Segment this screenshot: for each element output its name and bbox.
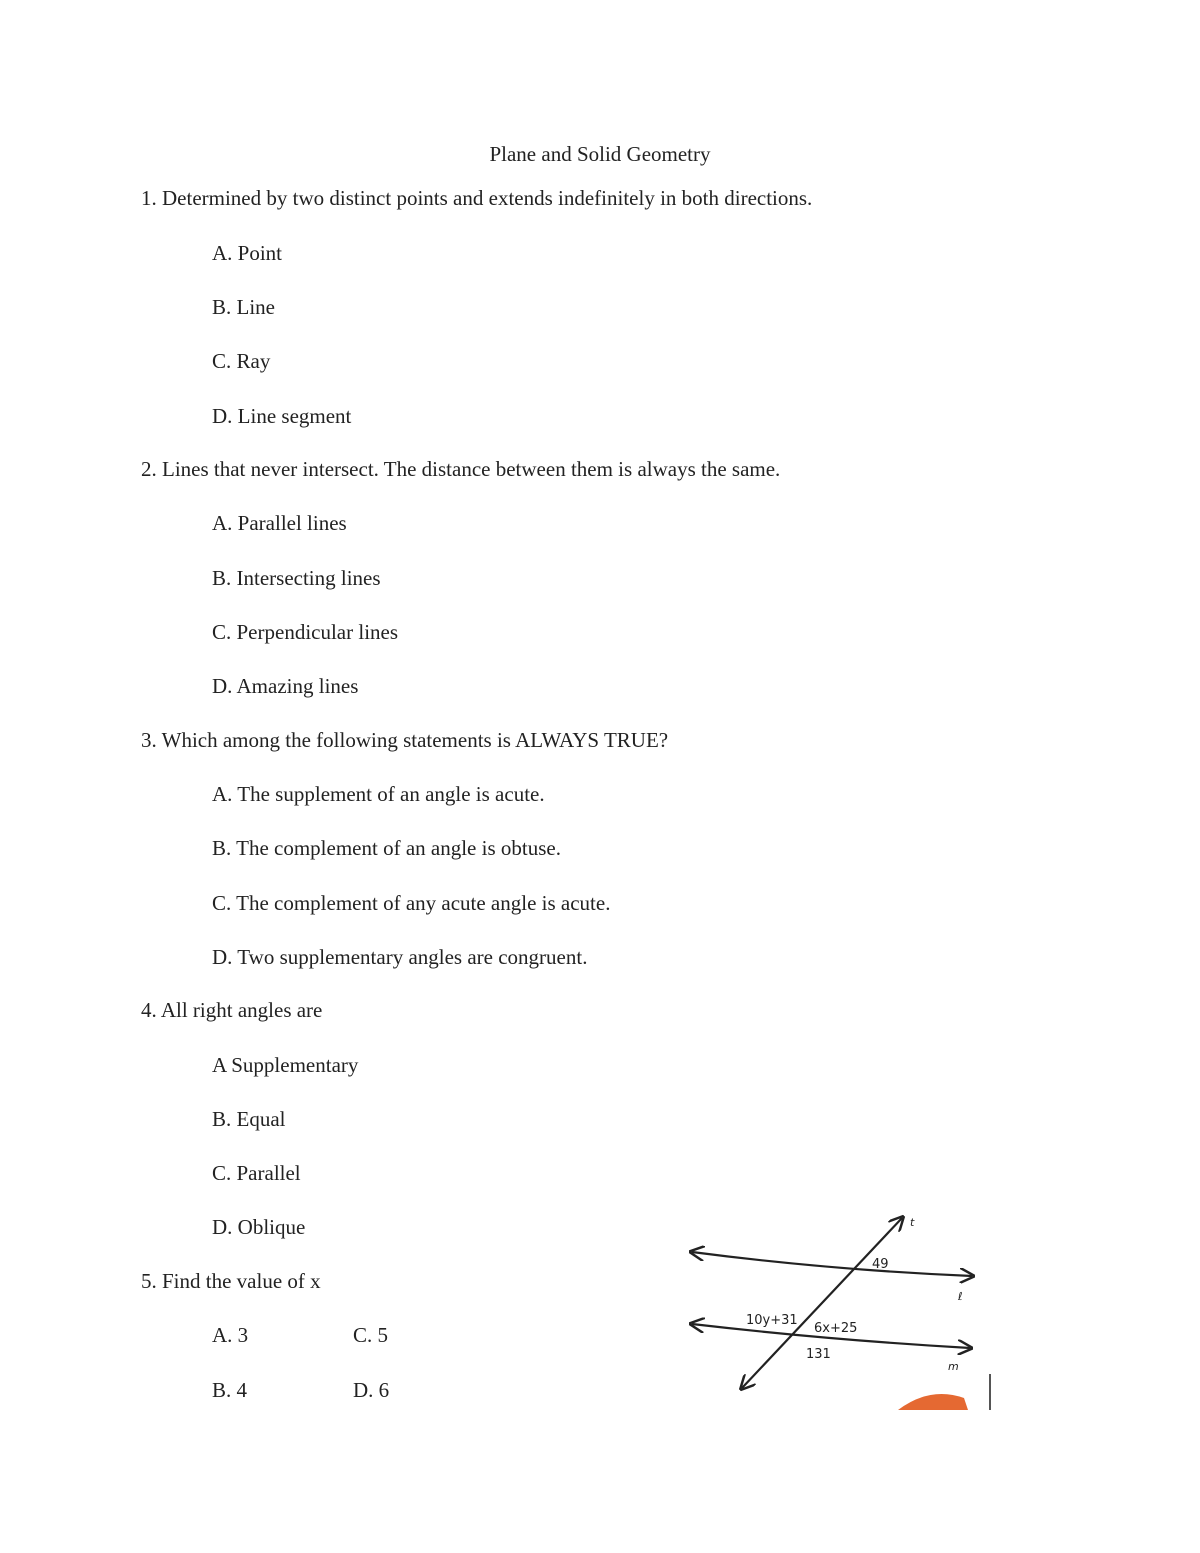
question-3-option-d: D. Two supplementary angles are congruent. (212, 945, 588, 969)
question-1-option-d: D. Line segment (212, 404, 352, 428)
question-2-option-b: B. Intersecting lines (212, 566, 381, 590)
question-5-stem: 5. Find the value of x (141, 1269, 321, 1293)
question-5-option-d: D. 6 (353, 1378, 390, 1402)
question-3-option-b: B. The complement of an angle is obtuse. (212, 836, 561, 860)
line-l (692, 1252, 972, 1276)
question-5-option-b: B. 4 (212, 1378, 248, 1402)
question-3-stem: 3. Which among the following statements is ALWAYS TRUE? (141, 728, 669, 752)
label-angle-10y31: 10y+31 (746, 1313, 798, 1328)
question-4-option-c: C. Parallel (212, 1161, 301, 1185)
question-5-option-a: A. 3 (212, 1323, 249, 1347)
question-2-stem: 2. Lines that never intersect. The distance between them is always the same. (141, 457, 781, 481)
question-4-stem: 4. All right angles are (141, 998, 323, 1022)
orange-smudge (898, 1394, 968, 1410)
question-1-option-b: B. Line (212, 295, 275, 319)
question-2-option-c: C. Perpendicular lines (212, 620, 399, 644)
question-1-option-c: C. Ray (212, 349, 271, 373)
label-angle-6x25: 6x+25 (814, 1321, 858, 1336)
question-4-option-b: B. Equal (212, 1107, 286, 1131)
question-3-option-c: C. The complement of any acute angle is acute. (212, 891, 611, 915)
transversal-t (742, 1218, 902, 1388)
page-title: Plane and Solid Geometry (489, 142, 711, 166)
label-l: ℓ (958, 1290, 963, 1303)
question-4-option-d: D. Oblique (212, 1215, 306, 1239)
question-2-option-a: A. Parallel lines (212, 511, 347, 535)
label-t: t (910, 1216, 915, 1229)
question-5-option-c: C. 5 (353, 1323, 389, 1347)
question-1-stem: 1. Determined by two distinct points and extends indefinitely in both directions. (141, 186, 813, 210)
question-2-option-d: D. Amazing lines (212, 674, 359, 698)
label-angle-49: 49 (872, 1257, 889, 1272)
label-m: m (948, 1360, 959, 1373)
question-4-option-a: A Supplementary (212, 1053, 359, 1077)
parallel-lines-figure (660, 1200, 1000, 1415)
question-3-option-a: A. The supplement of an angle is acute. (212, 782, 545, 806)
question-1-option-a: A. Point (212, 241, 283, 265)
label-angle-131: 131 (806, 1347, 831, 1362)
